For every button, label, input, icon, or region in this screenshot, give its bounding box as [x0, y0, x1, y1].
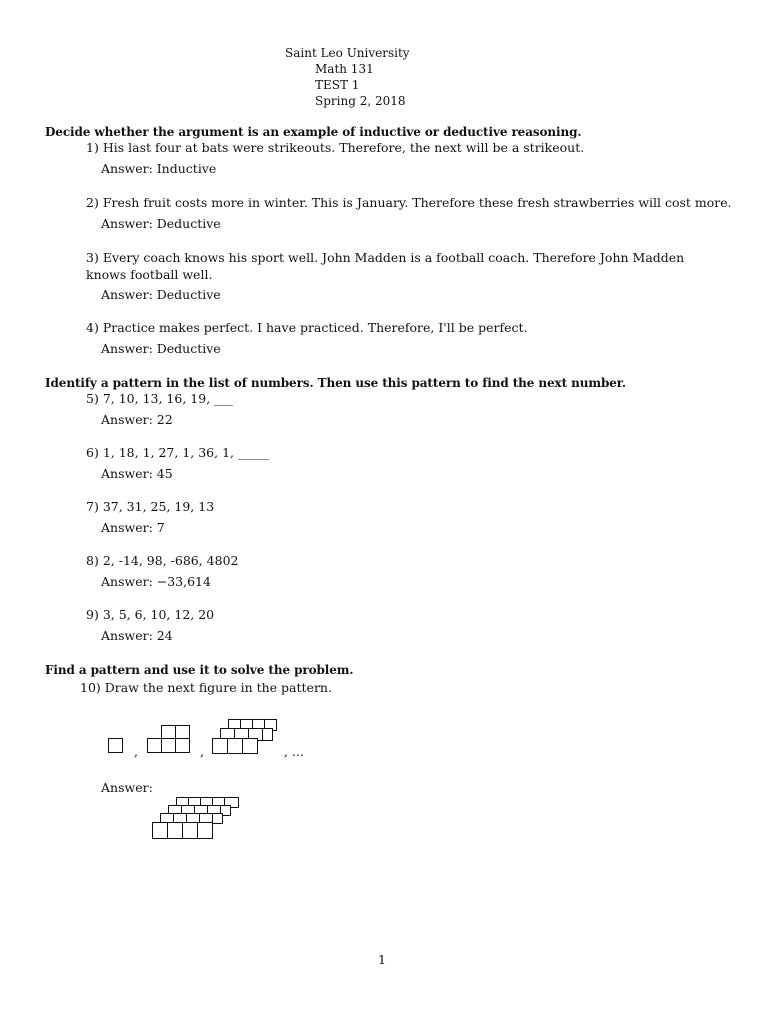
- question-number: 3): [86, 250, 99, 265]
- figure-separator-2: ,: [200, 744, 204, 759]
- answer-4: Answer: Deductive: [101, 341, 221, 356]
- question-text: Draw the next figure in the pattern.: [104, 680, 332, 695]
- question-text: 3, 5, 6, 10, 12, 20: [102, 607, 215, 622]
- question-4: [86, 320, 527, 336]
- pattern-figure-1: [108, 738, 124, 754]
- question-3: [86, 249, 711, 283]
- answer-9: Answer: 24: [101, 628, 173, 643]
- question-1: [86, 140, 584, 156]
- answer-5: Answer: 22: [101, 412, 173, 427]
- answer-7: Answer: 7: [101, 520, 165, 535]
- pattern-figure-3: [212, 719, 278, 757]
- answer-8: Answer: −33,614: [101, 574, 211, 589]
- question-number: 7): [86, 499, 99, 514]
- question-text: 37, 31, 25, 19, 13: [102, 499, 215, 514]
- figure-square: [153, 823, 168, 839]
- question-number: 4): [86, 320, 99, 335]
- figure-separator-1: ,: [134, 744, 138, 759]
- question-10: [80, 680, 332, 696]
- question-text: 7, 10, 13, 16, 19, ___: [102, 391, 233, 406]
- question-text: Every coach knows his sport well. John Madden is a football coach. Therefore John Madden knows football well.: [86, 250, 685, 282]
- term-name: Spring 2, 2018: [315, 94, 406, 108]
- question-number: 6): [86, 445, 99, 460]
- answer-10-label: Answer:: [101, 780, 153, 795]
- figure-square: [263, 729, 273, 741]
- figure-square: [183, 823, 198, 839]
- answer-figure: [152, 797, 242, 842]
- section-title-reasoning: Decide whether the argument is an example of inductive or deductive reasoning.: [45, 125, 582, 139]
- figure-square: [213, 814, 223, 824]
- figure-square: [162, 726, 176, 740]
- question-8: [86, 553, 239, 569]
- pattern-figure-2: [147, 725, 191, 755]
- question-6: [86, 445, 269, 461]
- question-text: His last four at bats were strikeouts. Therefore, the next will be a strikeout.: [102, 140, 585, 155]
- question-text: 1, 18, 1, 27, 1, 36, 1, _____: [102, 445, 270, 460]
- page-number: 1: [378, 952, 386, 967]
- figure-square: [213, 739, 228, 754]
- figure-square: [243, 739, 258, 754]
- question-text: Fresh fruit costs more in winter. This is January. Therefore these fresh strawberries will cost more.: [102, 195, 732, 210]
- question-number: 1): [86, 140, 99, 155]
- question-number: 10): [80, 680, 101, 695]
- section-title-patterns: Identify a pattern in the list of numbers. Then use this pattern to find the next number.: [45, 376, 627, 390]
- figure-separator-3: , ...: [284, 744, 304, 759]
- figure-square: [162, 739, 176, 753]
- question-number: 5): [86, 391, 99, 406]
- answer-3: Answer: Deductive: [101, 287, 221, 302]
- figure-square: [228, 739, 243, 754]
- test-name: TEST 1: [315, 78, 360, 92]
- answer-6: Answer: 45: [101, 466, 173, 481]
- figure-square: [109, 739, 123, 753]
- question-number: 2): [86, 195, 99, 210]
- figure-square: [176, 739, 190, 753]
- question-9: [86, 607, 214, 623]
- question-2: [86, 195, 732, 211]
- question-5: [86, 391, 233, 407]
- figure-square: [176, 726, 190, 740]
- course-name: Math 131: [315, 62, 374, 76]
- answer-2: Answer: Deductive: [101, 216, 221, 231]
- figure-square: [198, 823, 213, 839]
- figure-square: [148, 739, 162, 753]
- figure-square: [168, 823, 183, 839]
- university-name: Saint Leo University: [285, 46, 410, 60]
- question-number: 9): [86, 607, 99, 622]
- question-text: 2, -14, 98, -686, 4802: [102, 553, 239, 568]
- question-7: [86, 499, 214, 515]
- question-text: Practice makes perfect. I have practiced. Therefore, I'll be perfect.: [102, 320, 528, 335]
- section-title-figure-pattern: Find a pattern and use it to solve the problem.: [45, 663, 354, 677]
- question-number: 8): [86, 553, 99, 568]
- answer-1: Answer: Inductive: [101, 161, 217, 176]
